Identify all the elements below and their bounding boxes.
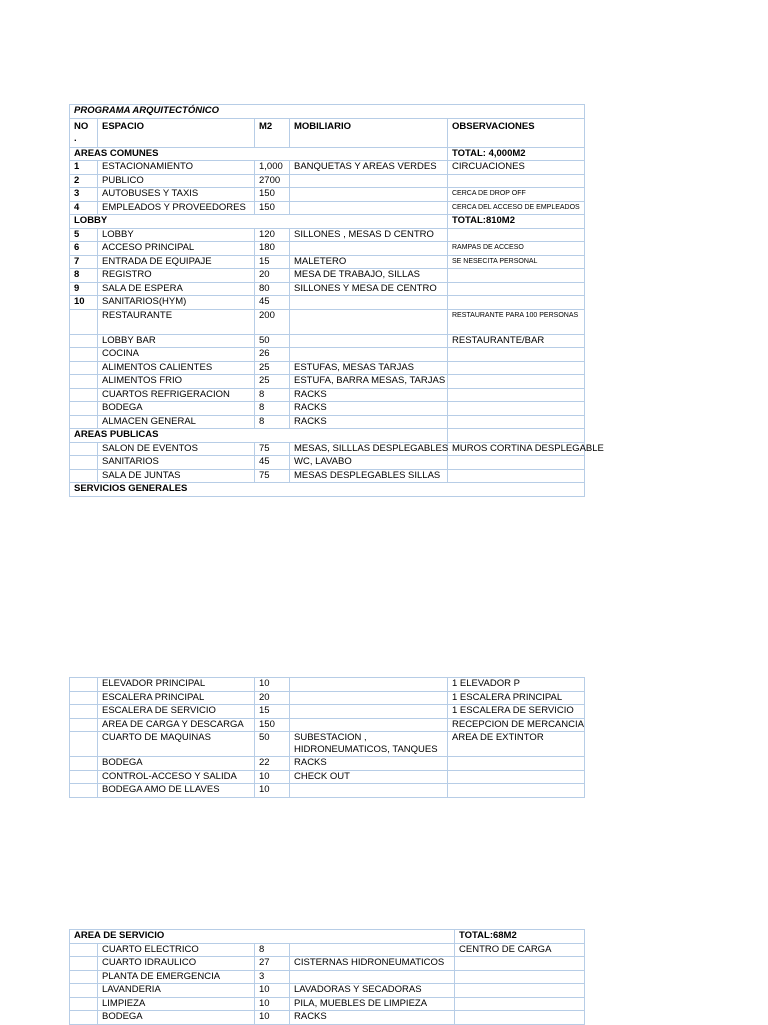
- table-row: [70, 269, 585, 283]
- cell-espacio: AREA DE CARGA Y DESCARGA: [98, 718, 255, 732]
- header-mobiliario: MOBILIARIO: [290, 118, 448, 147]
- table-title: PROGRAMA ARQUITECTÓNICO: [70, 105, 585, 119]
- section-total: TOTAL: 4,000M2: [448, 147, 585, 161]
- cell-no: 8: [70, 269, 98, 283]
- cell-observaciones: [448, 402, 585, 416]
- cell-observaciones: [448, 282, 585, 296]
- table-row: [70, 691, 585, 705]
- cell-no: [70, 415, 98, 429]
- section-row: [70, 429, 585, 443]
- cell-no: [70, 770, 98, 784]
- cell-observaciones: [448, 375, 585, 389]
- cell-no: 6: [70, 242, 98, 256]
- cell-no: [70, 309, 98, 334]
- cell-m2: 10: [255, 770, 290, 784]
- table-row: [70, 334, 585, 348]
- table-row: [70, 757, 585, 771]
- cell-observaciones: [455, 957, 585, 971]
- cell-m2: 150: [255, 718, 290, 732]
- cell-mobiliario: [290, 348, 448, 362]
- cell-m2: 50: [255, 732, 290, 757]
- cell-m2: 1,000: [255, 161, 290, 175]
- cell-mobiliario: [290, 970, 455, 984]
- cell-mobiliario: [290, 334, 448, 348]
- cell-espacio: LOBBY BAR: [98, 334, 255, 348]
- cell-espacio: SALON DE EVENTOS: [98, 442, 255, 456]
- section-row: [70, 147, 585, 161]
- cell-observaciones: CIRCUACIONES: [448, 161, 585, 175]
- cell-mobiliario: [290, 242, 448, 256]
- section-label: SERVICIOS GENERALES: [70, 483, 585, 497]
- cell-mobiliario: [290, 943, 455, 957]
- table-row: [70, 718, 585, 732]
- cell-observaciones: [448, 757, 585, 771]
- table-row: [70, 943, 585, 957]
- cell-mobiliario: [290, 296, 448, 310]
- cell-no: 5: [70, 228, 98, 242]
- header-espacio: ESPACIO: [98, 118, 255, 147]
- table-row: [70, 442, 585, 456]
- table-row: [70, 705, 585, 719]
- cell-observaciones: [448, 348, 585, 362]
- cell-m2: 10: [255, 678, 290, 692]
- table-row: [70, 957, 585, 971]
- cell-no: [70, 361, 98, 375]
- cell-observaciones: [448, 784, 585, 798]
- cell-no: 9: [70, 282, 98, 296]
- cell-espacio: ALIMENTOS FRIO: [98, 375, 255, 389]
- cell-espacio: LAVANDERIA: [98, 984, 255, 998]
- cell-espacio: CUARTOS REFRIGERACION: [98, 388, 255, 402]
- table-row: [70, 174, 585, 188]
- table-row: [70, 415, 585, 429]
- cell-espacio: SANITARIOS: [98, 456, 255, 470]
- table-row: [70, 228, 585, 242]
- cell-mobiliario: RACKS: [290, 402, 448, 416]
- cell-m2: 8: [255, 943, 290, 957]
- cell-m2: 150: [255, 201, 290, 215]
- table-row: [70, 997, 585, 1011]
- section-label: LOBBY: [70, 215, 448, 229]
- cell-espacio: CUARTO DE MAQUINAS: [98, 732, 255, 757]
- cell-m2: 45: [255, 456, 290, 470]
- cell-espacio: SANITARIOS(HYM): [98, 296, 255, 310]
- cell-m2: 10: [255, 784, 290, 798]
- cell-espacio: PLANTA DE EMERGENCIA: [98, 970, 255, 984]
- cell-mobiliario: RACKS: [290, 757, 448, 771]
- cell-no: [70, 984, 98, 998]
- cell-espacio: ESCALERA PRINCIPAL: [98, 691, 255, 705]
- cell-mobiliario: MALETERO: [290, 255, 448, 269]
- cell-m2: 27: [255, 957, 290, 971]
- cell-observaciones: CENTRO DE CARGA: [455, 943, 585, 957]
- cell-mobiliario: ESTUFA, BARRA MESAS, TARJAS: [290, 375, 448, 389]
- cell-no: [70, 442, 98, 456]
- cell-espacio: ALMACEN GENERAL: [98, 415, 255, 429]
- cell-espacio: ALIMENTOS CALIENTES: [98, 361, 255, 375]
- cell-mobiliario: RACKS: [290, 1011, 455, 1025]
- cell-observaciones: SE NESECITA PERSONAL: [448, 255, 585, 269]
- cell-no: [70, 705, 98, 719]
- cell-no: [70, 678, 98, 692]
- cell-espacio: RESTAURANTE: [98, 309, 255, 334]
- cell-mobiliario: [290, 188, 448, 202]
- cell-m2: 10: [255, 984, 290, 998]
- cell-espacio: ENTRADA DE EQUIPAJE: [98, 255, 255, 269]
- cell-espacio: BODEGA: [98, 757, 255, 771]
- cell-espacio: CUARTO ELECTRICO: [98, 943, 255, 957]
- cell-no: 2: [70, 174, 98, 188]
- table-row: [70, 456, 585, 470]
- cell-observaciones: [448, 174, 585, 188]
- cell-observaciones: [455, 984, 585, 998]
- section-label: AREAS PUBLICAS: [70, 429, 448, 443]
- cell-no: 4: [70, 201, 98, 215]
- table-row: [70, 388, 585, 402]
- cell-espacio: REGISTRO: [98, 269, 255, 283]
- section-total: TOTAL:68M2: [455, 930, 585, 944]
- cell-mobiliario: ESTUFAS, MESAS TARJAS: [290, 361, 448, 375]
- cell-observaciones: [448, 269, 585, 283]
- cell-m2: 75: [255, 469, 290, 483]
- cell-espacio: BODEGA: [98, 1011, 255, 1025]
- header-row: [70, 118, 585, 147]
- header-no: NO .: [70, 118, 98, 147]
- table-row: [70, 469, 585, 483]
- table-row: [70, 375, 585, 389]
- cell-observaciones: CERCA DEL ACCESO DE EMPLEADOS: [448, 201, 585, 215]
- table-title-row: [70, 105, 585, 119]
- cell-m2: 50: [255, 334, 290, 348]
- cell-observaciones: [455, 997, 585, 1011]
- cell-observaciones: [448, 469, 585, 483]
- table-row: [70, 348, 585, 362]
- cell-espacio: COCINA: [98, 348, 255, 362]
- cell-m2: 10: [255, 997, 290, 1011]
- cell-mobiliario: RACKS: [290, 388, 448, 402]
- cell-observaciones: 1 ESCALERA DE SERVICIO: [448, 705, 585, 719]
- cell-observaciones: MUROS CORTINA DESPLEGABLE: [448, 442, 585, 456]
- cell-espacio: BODEGA: [98, 402, 255, 416]
- section-total: TOTAL:810M2: [448, 215, 585, 229]
- table-row: [70, 255, 585, 269]
- cell-observaciones: [455, 970, 585, 984]
- cell-no: [70, 691, 98, 705]
- cell-observaciones: [448, 456, 585, 470]
- cell-no: [70, 348, 98, 362]
- cell-mobiliario: BANQUETAS Y AREAS VERDES: [290, 161, 448, 175]
- cell-no: [70, 957, 98, 971]
- section-row: [70, 930, 585, 944]
- cell-observaciones: RECEPCION DE MERCANCIA: [448, 718, 585, 732]
- table-row: [70, 242, 585, 256]
- cell-observaciones: [448, 770, 585, 784]
- cell-espacio: ELEVADOR PRINCIPAL: [98, 678, 255, 692]
- table-row: [70, 770, 585, 784]
- cell-observaciones: AREA DE EXTINTOR: [448, 732, 585, 757]
- section-label: AREA DE SERVICIO: [70, 930, 455, 944]
- cell-no: [70, 1011, 98, 1025]
- cell-m2: 75: [255, 442, 290, 456]
- section-row: [70, 483, 585, 497]
- cell-mobiliario: PILA, MUEBLES DE LIMPIEZA: [290, 997, 455, 1011]
- cell-no: [70, 757, 98, 771]
- cell-no: 7: [70, 255, 98, 269]
- cell-observaciones: 1 ELEVADOR P: [448, 678, 585, 692]
- cell-m2: 25: [255, 361, 290, 375]
- header-observaciones: OBSERVACIONES: [448, 118, 585, 147]
- section-label: AREAS COMUNES: [70, 147, 448, 161]
- cell-no: [70, 456, 98, 470]
- cell-no: [70, 732, 98, 757]
- cell-espacio: SALA DE JUNTAS: [98, 469, 255, 483]
- cell-m2: 20: [255, 691, 290, 705]
- cell-m2: 2700: [255, 174, 290, 188]
- cell-m2: 150: [255, 188, 290, 202]
- programa-table: [69, 104, 604, 497]
- cell-mobiliario: LAVADORAS Y SECADORAS: [290, 984, 455, 998]
- table-row: [70, 296, 585, 310]
- cell-no: [70, 997, 98, 1011]
- cell-m2: 3: [255, 970, 290, 984]
- cell-mobiliario: RACKS: [290, 415, 448, 429]
- cell-no: [70, 402, 98, 416]
- cell-no: [70, 469, 98, 483]
- cell-mobiliario: WC, LAVABO: [290, 456, 448, 470]
- cell-no: 10: [70, 296, 98, 310]
- cell-mobiliario: [290, 201, 448, 215]
- cell-m2: 26: [255, 348, 290, 362]
- cell-m2: 180: [255, 242, 290, 256]
- cell-m2: 8: [255, 415, 290, 429]
- cell-mobiliario: [290, 678, 448, 692]
- cell-espacio: LIMPIEZA: [98, 997, 255, 1011]
- servicios-generales-table: [69, 677, 585, 798]
- cell-no: [70, 388, 98, 402]
- cell-observaciones: [448, 361, 585, 375]
- section-row: [70, 215, 585, 229]
- cell-m2: 15: [255, 255, 290, 269]
- table-row: [70, 188, 585, 202]
- cell-m2: 80: [255, 282, 290, 296]
- cell-observaciones: [448, 415, 585, 429]
- cell-no: [70, 784, 98, 798]
- cell-mobiliario: [290, 174, 448, 188]
- table-row: [70, 201, 585, 215]
- cell-espacio: EMPLEADOS Y PROVEEDORES: [98, 201, 255, 215]
- cell-m2: 10: [255, 1011, 290, 1025]
- cell-mobiliario: [290, 705, 448, 719]
- header-m2: M2: [255, 118, 290, 147]
- cell-espacio: LOBBY: [98, 228, 255, 242]
- table-row: [70, 970, 585, 984]
- cell-no: [70, 375, 98, 389]
- table-row: [70, 984, 585, 998]
- cell-observaciones: [448, 388, 585, 402]
- cell-m2: 200: [255, 309, 290, 334]
- cell-mobiliario: SILLONES Y MESA DE CENTRO: [290, 282, 448, 296]
- cell-mobiliario: [290, 309, 448, 334]
- table-row: [70, 161, 585, 175]
- cell-espacio: ESTACIONAMIENTO: [98, 161, 255, 175]
- cell-observaciones: RESTAURANTE PARA 100 PERSONAS: [448, 309, 585, 334]
- cell-no: [70, 970, 98, 984]
- cell-observaciones: RESTAURANTE/BAR: [448, 334, 585, 348]
- area-servicio-table: [69, 929, 585, 1025]
- cell-m2: 8: [255, 402, 290, 416]
- cell-mobiliario: CHECK OUT: [290, 770, 448, 784]
- cell-mobiliario: SUBESTACION , HIDRONEUMATICOS, TANQUES: [290, 732, 448, 757]
- cell-observaciones: [448, 296, 585, 310]
- cell-espacio: SALA DE ESPERA: [98, 282, 255, 296]
- table-row: [70, 784, 585, 798]
- cell-espacio: CONTROL-ACCESO Y SALIDA: [98, 770, 255, 784]
- cell-m2: 15: [255, 705, 290, 719]
- cell-mobiliario: MESAS DESPLEGABLES SILLAS: [290, 469, 448, 483]
- cell-observaciones: [448, 228, 585, 242]
- cell-m2: 8: [255, 388, 290, 402]
- cell-mobiliario: [290, 691, 448, 705]
- table-row: [70, 1011, 585, 1025]
- cell-observaciones: CERCA DE DROP OFF: [448, 188, 585, 202]
- table-row: [70, 309, 585, 334]
- cell-mobiliario: MESA DE TRABAJO, SILLAS: [290, 269, 448, 283]
- table-row: [70, 361, 585, 375]
- cell-m2: 45: [255, 296, 290, 310]
- section-total: [448, 429, 585, 443]
- cell-m2: 22: [255, 757, 290, 771]
- table-row: [70, 678, 585, 692]
- cell-no: [70, 334, 98, 348]
- table-row: [70, 282, 585, 296]
- cell-espacio: CUARTO IDRAULICO: [98, 957, 255, 971]
- cell-mobiliario: CISTERNAS HIDRONEUMATICOS: [290, 957, 455, 971]
- cell-espacio: AUTOBUSES Y TAXIS: [98, 188, 255, 202]
- table-row: [70, 732, 585, 757]
- cell-espacio: ACCESO PRINCIPAL: [98, 242, 255, 256]
- cell-mobiliario: MESAS, SILLLAS DESPLEGABLES: [290, 442, 448, 456]
- cell-no: 1: [70, 161, 98, 175]
- cell-mobiliario: SILLONES , MESAS D CENTRO: [290, 228, 448, 242]
- table-row: [70, 402, 585, 416]
- cell-observaciones: RAMPAS DE ACCESO: [448, 242, 585, 256]
- cell-observaciones: [455, 1011, 585, 1025]
- cell-espacio: ESCALERA DE SERVICIO: [98, 705, 255, 719]
- cell-m2: 120: [255, 228, 290, 242]
- cell-espacio: BODEGA AMO DE LLAVES: [98, 784, 255, 798]
- cell-espacio: PUBLICO: [98, 174, 255, 188]
- cell-mobiliario: [290, 718, 448, 732]
- cell-no: [70, 943, 98, 957]
- cell-no: 3: [70, 188, 98, 202]
- cell-m2: 25: [255, 375, 290, 389]
- cell-m2: 20: [255, 269, 290, 283]
- cell-mobiliario: [290, 784, 448, 798]
- cell-observaciones: 1 ESCALERA PRINCIPAL: [448, 691, 585, 705]
- cell-no: [70, 718, 98, 732]
